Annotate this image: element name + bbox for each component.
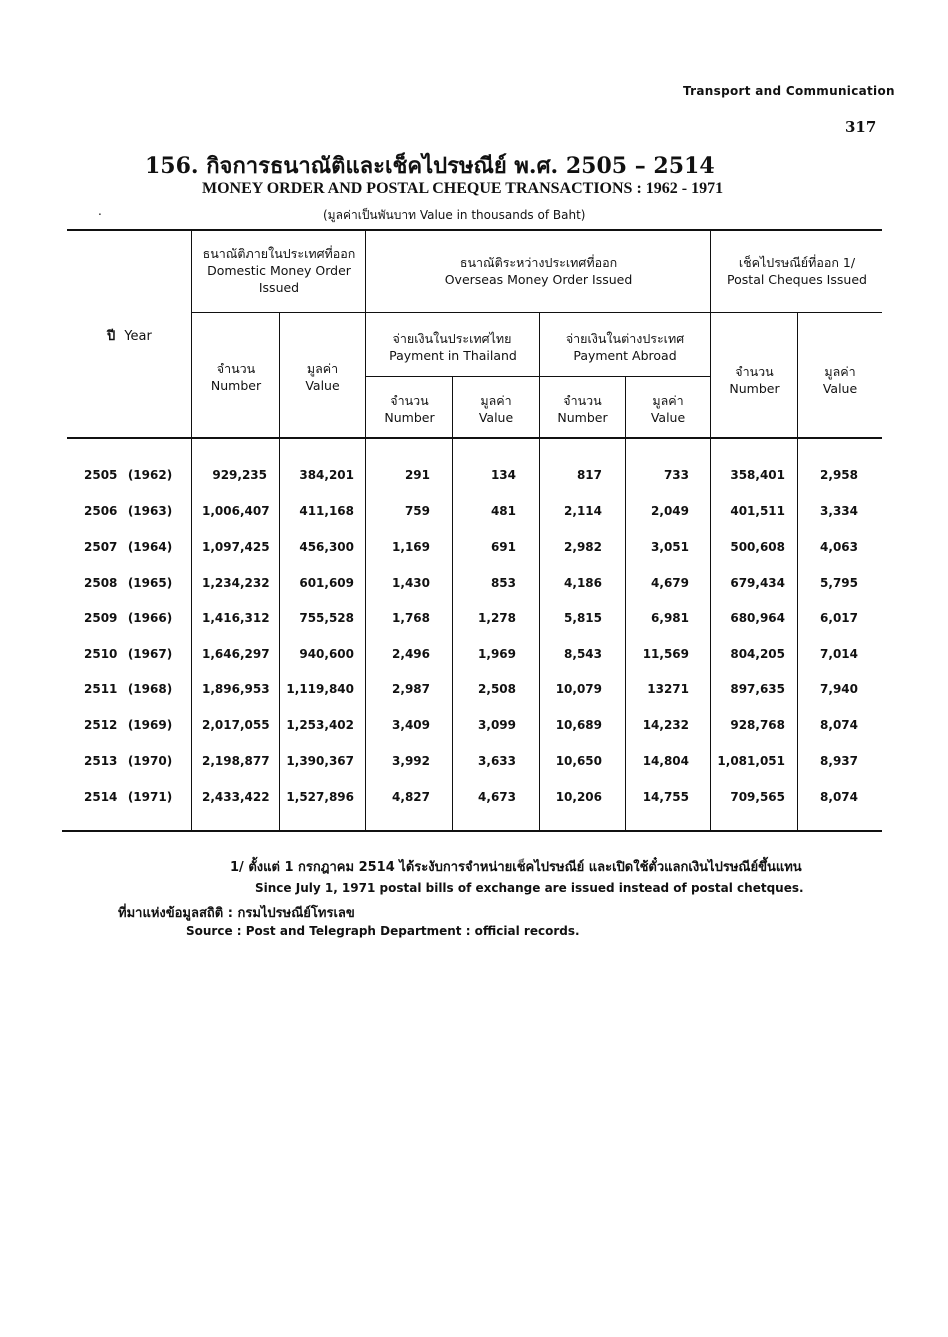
cheque-number: 1,081,051 <box>717 754 785 768</box>
header-pay-abroad: จ่ายเงินในต่างประเทศ Payment Abroad <box>565 331 685 363</box>
header-pay-thailand: จ่ายเงินในประเทศไทย <box>392 331 512 346</box>
year-thai: 2509 <box>84 611 118 625</box>
cheque-number: 401,511 <box>730 504 785 518</box>
abroad-number: 10,079 <box>555 682 602 696</box>
abroad-number: 10,206 <box>555 790 602 804</box>
dom-number: 2,017,055 <box>202 718 270 732</box>
cheque-number: 500,608 <box>730 540 785 554</box>
cheque-value: 4,063 <box>820 540 858 554</box>
thai-value: 853 <box>490 576 516 590</box>
dom-value: 1,527,896 <box>286 790 354 804</box>
year-thai: 2514 <box>84 790 118 804</box>
cheque-value: 3,334 <box>820 504 858 518</box>
year-thai: 2505 <box>84 468 118 482</box>
cheque-value: 8,074 <box>820 790 858 804</box>
thai-number: 1,768 <box>392 611 430 625</box>
abroad-value: 3,051 <box>651 540 689 554</box>
dom-number: 2,198,877 <box>202 754 270 768</box>
cheque-number: 804,205 <box>730 647 785 661</box>
abroad-number: 5,815 <box>564 611 602 625</box>
abroad-value: 733 <box>663 468 689 482</box>
header-dom-value: มูลค่า Value <box>305 361 340 393</box>
thai-number: 2,496 <box>392 647 430 661</box>
header-chq-value: มูลค่า Value <box>822 364 858 396</box>
year-english: (1965) <box>127 576 173 590</box>
dom-number: 1,006,407 <box>202 504 270 518</box>
year-english: (1962) <box>127 468 173 482</box>
thai-value: 1,969 <box>478 647 516 661</box>
header-domestic: ธนาณัติภายในประเทศที่ออก Domestic Money Order Issued <box>202 246 356 295</box>
header-thai-number: จำนวน Number <box>384 393 435 425</box>
header-dom-number: จำนวน Number <box>210 361 262 393</box>
table-bottom-rule <box>62 830 882 832</box>
thai-value: 1,278 <box>478 611 516 625</box>
dom-number: 1,646,297 <box>202 647 270 661</box>
year-thai: 2511 <box>84 682 118 696</box>
header-bottom-rule <box>67 437 882 439</box>
thai-number: 1,169 <box>392 540 430 554</box>
cheque-value: 5,795 <box>820 576 858 590</box>
year-thai: 2506 <box>84 504 118 518</box>
abroad-value: 14,804 <box>642 754 689 768</box>
thai-number: 2,987 <box>392 682 430 696</box>
dom-value: 1,390,367 <box>286 754 354 768</box>
thai-value: 134 <box>490 468 516 482</box>
abroad-number: 10,689 <box>555 718 602 732</box>
table-row <box>62 540 882 566</box>
cheque-value: 8,937 <box>820 754 858 768</box>
cheque-value: 7,014 <box>820 647 858 661</box>
thai-number: 291 <box>404 468 430 482</box>
abroad-number: 817 <box>576 468 602 482</box>
footnote-english: Since July 1, 1971 postal bills of exchange are issued instead of postal chetques. <box>255 881 804 895</box>
header-abroad-number: จำนวน Number <box>557 393 608 425</box>
abroad-value: 14,232 <box>642 718 689 732</box>
thai-value: 691 <box>490 540 516 554</box>
year-thai: 2510 <box>84 647 118 661</box>
table-row <box>62 504 882 530</box>
year-thai: 2507 <box>84 540 118 554</box>
dom-number: 1,097,425 <box>202 540 270 554</box>
running-head: Transport and Communication <box>683 84 895 98</box>
table-row <box>62 647 882 673</box>
header-cheques: เช็คไปรษณีย์ที่ออก 1/ Postal Cheques Issued <box>727 255 867 287</box>
thai-number: 3,992 <box>392 754 430 768</box>
year-english: (1970) <box>127 754 173 768</box>
abroad-number: 2,114 <box>564 504 602 518</box>
header-chq-number: จำนวน Number <box>729 364 780 396</box>
header-thai-value: มูลค่า Value <box>478 393 514 425</box>
dom-value: 384,201 <box>299 468 354 482</box>
stray-mark: . <box>98 204 102 218</box>
dom-number: 1,234,232 <box>202 576 270 590</box>
thai-value: 481 <box>490 504 516 518</box>
table-row <box>62 754 882 780</box>
thai-number: 759 <box>404 504 430 518</box>
thai-number: 4,827 <box>392 790 430 804</box>
dom-value: 411,168 <box>299 504 354 518</box>
abroad-value: 11,569 <box>642 647 689 661</box>
dom-number: 1,896,953 <box>202 682 270 696</box>
dom-number: 1,416,312 <box>202 611 270 625</box>
abroad-number: 2,982 <box>564 540 602 554</box>
thai-number: 1,430 <box>392 576 430 590</box>
cheque-number: 358,401 <box>730 468 785 482</box>
dom-value: 755,528 <box>299 611 354 625</box>
dom-value: 1,119,840 <box>286 682 354 696</box>
year-english: (1963) <box>127 504 173 518</box>
header-overseas: ธนาณัติระหว่างประเทศที่ออก Overseas Money Order Issued <box>444 255 633 287</box>
cheque-number: 680,964 <box>730 611 785 625</box>
dom-number: 2,433,422 <box>202 790 270 804</box>
header-rule-2 <box>365 376 710 377</box>
table-row <box>62 682 882 708</box>
cheque-number: 679,434 <box>730 576 785 590</box>
cheque-value: 6,017 <box>820 611 858 625</box>
cheque-value: 8,074 <box>820 718 858 732</box>
dom-value: 940,600 <box>299 647 354 661</box>
thai-number: 3,409 <box>392 718 430 732</box>
year-english: (1967) <box>127 647 173 661</box>
header-rule-1 <box>192 312 882 313</box>
units-note: (มูลค่าเป็นพันบาท Value in thousands of Baht) <box>323 208 586 222</box>
year-thai: 2513 <box>84 754 118 768</box>
year-english: (1966) <box>127 611 173 625</box>
header-year: ปี Year <box>107 329 152 344</box>
thai-value: 4,673 <box>478 790 516 804</box>
abroad-number: 4,186 <box>564 576 602 590</box>
year-thai: 2512 <box>84 718 118 732</box>
table-row <box>62 576 882 602</box>
table-row <box>62 790 882 816</box>
footnote-thai: 1/ ตั้งแต่ 1 กรกฎาคม 2514 ได้ระงับการจำหน่ายเช็คไปรษณีย์ และเปิดใช้ตั๋วแลกเงินไปรษณีย์ขึ้นแทน <box>230 860 802 875</box>
dom-number: 929,235 <box>212 468 267 482</box>
abroad-number: 10,650 <box>555 754 602 768</box>
year-english: (1968) <box>127 682 173 696</box>
abroad-value: 14,755 <box>642 790 689 804</box>
thai-value: 3,633 <box>478 754 516 768</box>
thai-value: 2,508 <box>478 682 516 696</box>
cheque-value: 2,958 <box>820 468 858 482</box>
cheque-value: 7,940 <box>820 682 858 696</box>
table-row <box>62 468 882 494</box>
abroad-value: 4,679 <box>651 576 689 590</box>
cheque-number: 928,768 <box>730 718 785 732</box>
source-thai: ที่มาแห่งข้อมูลสถิติ : กรมไปรษณีย์โทรเลข <box>118 906 355 921</box>
abroad-value: 2,049 <box>651 504 689 518</box>
cheque-number: 709,565 <box>730 790 785 804</box>
table-top-rule <box>67 229 882 231</box>
year-english: (1969) <box>127 718 173 732</box>
abroad-value: 13271 <box>647 682 689 696</box>
table-row <box>62 718 882 744</box>
header-abroad-value: มูลค่า Value <box>650 393 686 425</box>
table-title-thai: 156. กิจการธนาณัติและเช็คไปรษณีย์ พ.ศ. 2505 – 2514 <box>145 153 715 179</box>
thai-value: 3,099 <box>478 718 516 732</box>
table-title-english: MONEY ORDER AND POSTAL CHEQUE TRANSACTIONS : 1962 - 1971 <box>202 180 724 197</box>
cheque-number: 897,635 <box>730 682 785 696</box>
header-pay-thailand-block: Payment in Thailand <box>389 348 517 363</box>
dom-value: 1,253,402 <box>286 718 354 732</box>
year-thai: 2508 <box>84 576 118 590</box>
year-english: (1964) <box>127 540 173 554</box>
abroad-number: 8,543 <box>564 647 602 661</box>
dom-value: 456,300 <box>299 540 354 554</box>
source-english: Source : Post and Telegraph Department : official records. <box>186 924 580 938</box>
abroad-value: 6,981 <box>651 611 689 625</box>
table-row <box>62 611 882 637</box>
page-number: 317 <box>845 118 877 136</box>
year-english: (1971) <box>127 790 173 804</box>
dom-value: 601,609 <box>299 576 354 590</box>
